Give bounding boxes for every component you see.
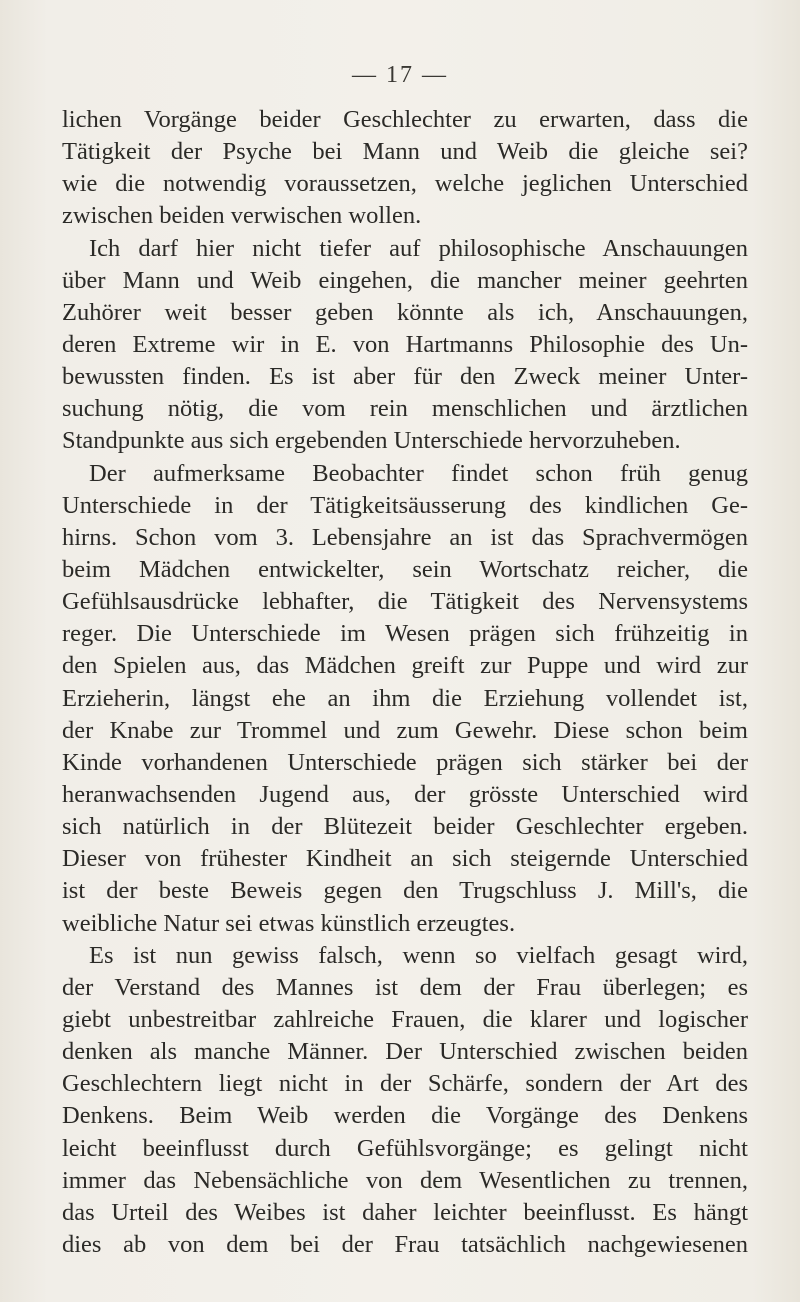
text-line: Der aufmerksame Beobachter findet schon früh genug (89, 459, 748, 487)
text-line: Tätigkeit der Psyche bei Mann und Weib die gleiche sei? (62, 138, 748, 166)
text-line: das Urteil des Weibes ist daher leichter beeinflusst. Es hängt (62, 1198, 748, 1226)
text-line: denken als manche Männer. Der Unterschied zwischen beiden (62, 1038, 748, 1066)
text-line: Denkens. Beim Weib werden die Vorgänge des Denkens (62, 1102, 748, 1130)
text-line: reger. Die Unterschiede im Wesen prägen sich frühzeitig in (62, 620, 748, 648)
text-line: lichen Vorgänge beider Geschlechter zu erwarten, dass die (62, 106, 748, 133)
text-line: immer das Nebensächliche von dem Wesentlichen zu trennen, (62, 1166, 748, 1194)
text-line: Kinde vorhandenen Unterschiede prägen sich stärker bei der (62, 748, 748, 776)
text-line: zwischen beiden verwischen wollen. (62, 202, 422, 230)
text-line: wie die notwendig voraussetzen, welche jeglichen Unterschied (62, 170, 748, 198)
text-line: Geschlechtern liegt nicht in der Schärfe, sondern der Art des (62, 1070, 748, 1098)
text-line: Ich darf hier nicht tiefer auf philosophische Anschauungen (89, 234, 748, 262)
text-line: sich natürlich in der Blütezeit beider Geschlechter ergeben. (62, 813, 748, 841)
body-text (62, 104, 748, 1261)
page-number: — 17 — (352, 62, 448, 88)
text-line: Erzieherin, längst ehe an ihm die Erziehung vollendet ist, (62, 684, 748, 712)
text-line: Zuhörer weit besser geben könnte als ich, Anschauungen, (62, 298, 748, 326)
text-line: beim Mädchen entwickelter, sein Wortschatz reicher, die (62, 555, 748, 583)
text-line: dies ab von dem bei der Frau tatsächlich nachgewiesenen (62, 1230, 748, 1258)
text-line: Unterschiede in der Tätigkeitsäusserung des kindlichen Ge- (62, 491, 748, 519)
text-line: Standpunkte aus sich ergebenden Unterschiede hervorzuheben. (62, 427, 681, 455)
text-line: Es ist nun gewiss falsch, wenn so vielfach gesagt wird, (89, 941, 748, 969)
text-line: hirns. Schon vom 3. Lebensjahre an ist das Sprachvermögen (62, 523, 748, 551)
text-line: der Knabe zur Trommel und zum Gewehr. Diese schon beim (62, 716, 748, 744)
text-line: Gefühlsausdrücke lebhafter, die Tätigkeit des Nervensystems (62, 588, 748, 616)
text-line: der Verstand des Mannes ist dem der Frau überlegen; es (62, 973, 748, 1001)
text-line: heranwachsenden Jugend aus, der grösste Unterschied wird (62, 780, 748, 808)
text-line: deren Extreme wir in E. von Hartmanns Philosophie des Un- (62, 330, 748, 358)
text-line: über Mann und Weib eingehen, die mancher meiner geehrten (62, 266, 748, 294)
text-line: giebt unbestreitbar zahlreiche Frauen, die klarer und logischer (62, 1005, 748, 1033)
text-line: leicht beeinflusst durch Gefühlsvorgänge; es gelingt nicht (62, 1134, 748, 1162)
text-line: weibliche Natur sei etwas künstlich erzeugtes. (62, 909, 516, 937)
text-line: suchung nötig, die vom rein menschlichen und ärztlichen (62, 395, 748, 423)
text-line: bewussten finden. Es ist aber für den Zweck meiner Unter- (62, 363, 748, 391)
text-line: ist der beste Beweis gegen den Trugschluss J. Mill's, die (62, 877, 748, 905)
text-line: Dieser von frühester Kindheit an sich steigernde Unterschied (62, 845, 748, 873)
text-line: den Spielen aus, das Mädchen greift zur Puppe und wird zur (62, 652, 748, 680)
